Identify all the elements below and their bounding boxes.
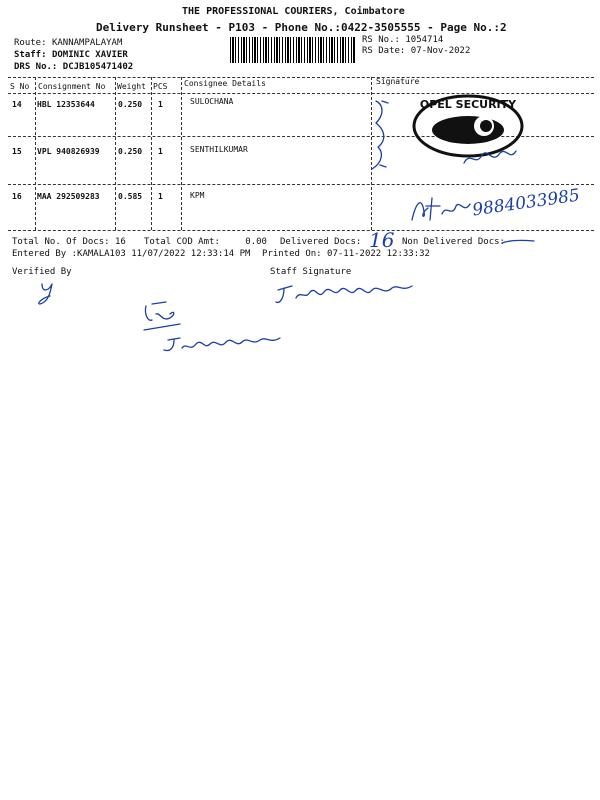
delivered-docs-label: Delivered Docs:	[280, 237, 362, 247]
header-consignment: Consignment No	[38, 82, 106, 91]
staff-line	[14, 50, 128, 60]
total-docs-label: Total No. Of Docs:	[12, 237, 110, 247]
verified-by-signature	[36, 278, 66, 308]
header-weight: Weight	[117, 82, 146, 91]
col-divider	[181, 77, 182, 230]
row-weight: 0.585	[118, 192, 143, 201]
staff-label: Staff:	[14, 50, 47, 60]
runsheet-subtitle: Delivery Runsheet - P103 - Phone No.:0422-3505555 - Page No.:2	[96, 21, 507, 34]
row-consignment: MAA 292509283	[37, 192, 100, 201]
drs-line	[14, 62, 133, 72]
row-sno: 15	[12, 147, 22, 156]
total-cod	[144, 237, 267, 247]
staff-value: DOMINIC XAVIER	[51, 50, 128, 60]
total-docs	[12, 237, 126, 247]
staff-signature-scribble	[272, 280, 422, 310]
row-details: SENTHILKUMAR	[190, 145, 248, 154]
row-sno: 14	[12, 100, 22, 109]
col-divider	[115, 77, 116, 230]
drs-label: DRS No.:	[14, 62, 58, 72]
rs-date-line	[362, 46, 470, 56]
row-weight: 0.250	[118, 147, 143, 156]
non-delivered-dash-mark	[500, 238, 536, 246]
rs-date-label: RS Date:	[362, 46, 406, 56]
rs-date-value: 07-Nov-2022	[410, 46, 471, 56]
additional-signature-scribble	[140, 300, 290, 360]
row-details: SULOCHANA	[190, 97, 234, 106]
header-pcs: PCS	[153, 82, 168, 91]
non-delivered-docs-label: Non Delivered Docs:	[402, 237, 505, 247]
header-signature: Signature	[376, 77, 420, 86]
signature-brace	[362, 95, 402, 175]
barcode	[230, 37, 355, 63]
cod-label: Total COD Amt:	[144, 237, 220, 247]
row-weight: 0.250	[118, 100, 143, 109]
route-line	[14, 38, 122, 48]
staff-signature-label: Staff Signature	[270, 267, 352, 277]
stamp-text: OPEL SECURITY	[419, 98, 517, 111]
rs-no-line	[362, 35, 443, 45]
row-rule	[8, 184, 594, 185]
row-consignment: HBL 12353644	[37, 100, 95, 109]
table-bottom-rule	[8, 230, 594, 231]
table-top-rule	[8, 77, 594, 78]
drs-value: DCJB105471402	[62, 62, 134, 72]
rs-no-label: RS No.:	[362, 35, 400, 45]
row-pcs: 1	[158, 100, 163, 109]
route-label: Route:	[14, 38, 47, 48]
entered-by: Entered By :KAMALA103 11/07/2022 12:33:14 PM	[12, 249, 251, 259]
route-value: KANNAMPALAYAM	[51, 38, 123, 48]
cod-value: 0.00	[245, 237, 267, 247]
header-sno: S No	[10, 82, 30, 91]
rs-no-value: 1054714	[405, 35, 444, 45]
row-pcs: 1	[158, 192, 163, 201]
col-divider	[35, 77, 36, 230]
delivered-docs-handwritten: 16	[369, 228, 395, 252]
row16-handwritten-phone: 9884033985	[471, 185, 582, 221]
verified-by-label: Verified By	[12, 267, 72, 277]
row-pcs: 1	[158, 147, 163, 156]
row16-handwritten-signature	[408, 192, 478, 228]
total-docs-value: 16	[114, 237, 126, 247]
header-details: Consignee Details	[184, 79, 266, 88]
col-divider	[151, 77, 152, 230]
row-consignment: VPL 940826939	[37, 147, 100, 156]
row-sno: 16	[12, 192, 22, 201]
printed-on: Printed On: 07-11-2022 12:33:32	[262, 249, 430, 259]
stamp-scribble	[460, 145, 520, 170]
company-title: THE PROFESSIONAL COURIERS, Coimbatore	[182, 6, 405, 17]
row-details: KPM	[190, 191, 205, 200]
